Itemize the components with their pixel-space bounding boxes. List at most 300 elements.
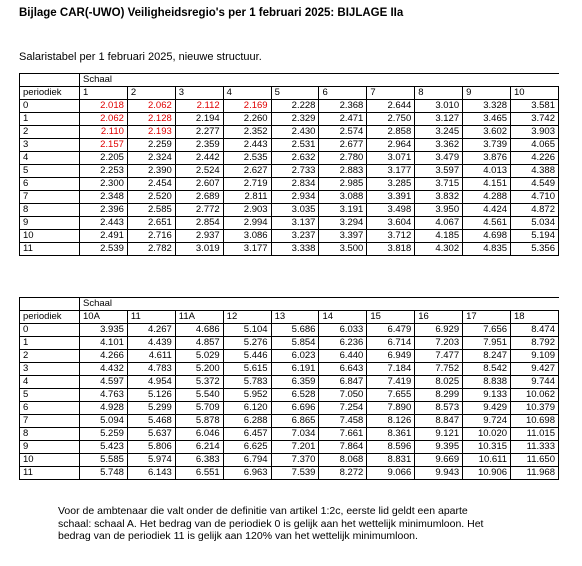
periodiek-cell: 11 [20, 467, 80, 480]
table-row [20, 126, 559, 139]
salary-cell: 3.935 [80, 324, 128, 337]
salary-cell: 2.112 [175, 100, 223, 113]
salary-cell: 6.214 [175, 441, 223, 454]
salary-cell: 2.169 [223, 100, 271, 113]
salary-cell: 5.748 [80, 467, 128, 480]
salary-cell: 3.602 [463, 126, 511, 139]
salary-cell: 3.465 [463, 113, 511, 126]
salary-cell: 4.432 [80, 363, 128, 376]
salary-cell: 8.025 [415, 376, 463, 389]
schaal-column-header: 4 [223, 87, 271, 100]
salary-cell: 2.854 [175, 217, 223, 230]
salary-cell: 5.854 [271, 337, 319, 350]
salary-cell: 2.772 [175, 204, 223, 217]
salary-cell: 3.177 [367, 165, 415, 178]
salary-cell: 3.739 [463, 139, 511, 152]
salary-cell: 3.177 [223, 243, 271, 256]
schaal-column-header: 7 [367, 87, 415, 100]
periodiek-cell: 5 [20, 389, 80, 402]
salary-cell: 3.581 [511, 100, 559, 113]
salary-cell: 5.423 [80, 441, 128, 454]
salary-cell: 9.943 [415, 467, 463, 480]
salary-cell: 6.120 [223, 402, 271, 415]
periodiek-cell: 2 [20, 126, 80, 139]
salary-cell: 2.782 [127, 243, 175, 256]
table-row [20, 428, 559, 441]
salary-cell: 5.034 [511, 217, 559, 230]
table-row [20, 376, 559, 389]
table-row [20, 324, 559, 337]
salary-cell: 5.637 [127, 428, 175, 441]
periodiek-cell: 1 [20, 113, 80, 126]
salary-cell: 6.023 [271, 350, 319, 363]
salary-cell: 2.689 [175, 191, 223, 204]
periodiek-cell: 9 [20, 217, 80, 230]
salary-cell: 3.010 [415, 100, 463, 113]
salary-cell: 8.542 [463, 363, 511, 376]
table-row [20, 230, 559, 243]
salary-cell: 6.479 [367, 324, 415, 337]
salary-cell: 2.396 [80, 204, 128, 217]
salary-cell: 2.524 [175, 165, 223, 178]
salary-cell: 2.632 [271, 152, 319, 165]
salary-cell: 7.370 [271, 454, 319, 467]
salary-cell: 2.994 [223, 217, 271, 230]
salary-cell: 2.128 [127, 113, 175, 126]
salary-cell: 11.333 [511, 441, 559, 454]
salary-cell: 3.479 [415, 152, 463, 165]
salary-cell: 7.458 [319, 415, 367, 428]
salary-cell: 5.276 [223, 337, 271, 350]
salary-cell: 3.604 [367, 217, 415, 230]
schaal-column-header: 17 [463, 311, 511, 324]
salary-cell: 3.328 [463, 100, 511, 113]
periodiek-cell: 5 [20, 165, 80, 178]
schaal-column-header: 10 [511, 87, 559, 100]
salary-cell: 2.750 [367, 113, 415, 126]
salary-cell: 4.424 [463, 204, 511, 217]
salary-cell: 6.143 [127, 467, 175, 480]
salary-cell: 7.477 [415, 350, 463, 363]
salary-cell: 7.661 [319, 428, 367, 441]
table-subtitle: Salaristabel per 1 februari 2025, nieuwe structuur. [19, 51, 262, 63]
salary-cell: 4.288 [463, 191, 511, 204]
salary-cell: 7.656 [463, 324, 511, 337]
salary-cell: 3.086 [223, 230, 271, 243]
salary-cell: 2.811 [223, 191, 271, 204]
salary-cell: 4.101 [80, 337, 128, 350]
salary-cell: 2.324 [127, 152, 175, 165]
salary-cell: 4.710 [511, 191, 559, 204]
salary-cell: 5.615 [223, 363, 271, 376]
salary-cell: 4.686 [175, 324, 223, 337]
salary-cell: 3.712 [367, 230, 415, 243]
salary-cell: 2.443 [80, 217, 128, 230]
salary-cell: 6.288 [223, 415, 271, 428]
footnote: Voor de ambtenaar die valt onder de definitie van artikel 1:2c, eerste lid geldt een aparte schaal: schaal A. Het bedrag van de periodiek 0 is gelijk aan het wettelijk minimumloon. Het bedrag van de periodiek 11 is gelijk aan 120% van het wettelijk minimumloon. [58, 505, 484, 542]
table-row [20, 113, 559, 126]
salary-cell: 8.838 [463, 376, 511, 389]
salary-cell: 2.716 [127, 230, 175, 243]
salary-cell: 6.643 [319, 363, 367, 376]
salary-cell: 6.046 [175, 428, 223, 441]
periodiek-cell: 7 [20, 191, 80, 204]
salary-cell: 11.968 [511, 467, 559, 480]
table-row [20, 165, 559, 178]
periodiek-cell: 1 [20, 337, 80, 350]
table-row [20, 243, 559, 256]
salary-cell: 6.949 [367, 350, 415, 363]
table-row [20, 363, 559, 376]
salary-cell: 8.792 [511, 337, 559, 350]
salary-cell: 5.974 [127, 454, 175, 467]
salary-cell: 3.903 [511, 126, 559, 139]
schaal-label: Schaal [80, 74, 559, 87]
table-row [20, 217, 559, 230]
salary-cell: 2.253 [80, 165, 128, 178]
salary-cell: 9.133 [463, 389, 511, 402]
schaal-column-header: 11A [175, 311, 223, 324]
salary-cell: 11.650 [511, 454, 559, 467]
schaal-column-header: 14 [319, 311, 367, 324]
salary-cell: 3.832 [415, 191, 463, 204]
periodiek-cell: 2 [20, 350, 80, 363]
salary-cell: 5.372 [175, 376, 223, 389]
salary-cell: 3.500 [319, 243, 367, 256]
salary-cell: 2.442 [175, 152, 223, 165]
salary-cell: 4.185 [415, 230, 463, 243]
table-row [20, 350, 559, 363]
salary-cell: 6.033 [319, 324, 367, 337]
schaal-column-header: 18 [511, 311, 559, 324]
salary-cell: 3.876 [463, 152, 511, 165]
salary-cell: 10.020 [463, 428, 511, 441]
salary-cell: 5.468 [127, 415, 175, 428]
table-row [20, 402, 559, 415]
salary-cell: 6.696 [271, 402, 319, 415]
salary-cell: 3.742 [511, 113, 559, 126]
salary-cell: 3.285 [367, 178, 415, 191]
salary-table-2 [19, 297, 559, 480]
salary-cell: 8.847 [415, 415, 463, 428]
periodiek-cell: 10 [20, 454, 80, 467]
salary-cell: 2.677 [319, 139, 367, 152]
salary-cell: 5.585 [80, 454, 128, 467]
schaal-label: Schaal [80, 298, 559, 311]
schaal-column-header: 12 [223, 311, 271, 324]
salary-cell: 3.397 [319, 230, 367, 243]
salary-cell: 6.551 [175, 467, 223, 480]
salary-cell: 6.794 [223, 454, 271, 467]
table-row [20, 441, 559, 454]
salary-cell: 3.498 [367, 204, 415, 217]
salary-cell: 7.951 [463, 337, 511, 350]
salary-cell: 9.429 [463, 402, 511, 415]
table-row [20, 454, 559, 467]
salary-cell: 3.019 [175, 243, 223, 256]
salary-cell: 2.259 [127, 139, 175, 152]
salary-cell: 10.379 [511, 402, 559, 415]
salary-cell: 7.419 [367, 376, 415, 389]
periodiek-cell: 0 [20, 324, 80, 337]
schaal-column-header: 16 [415, 311, 463, 324]
salary-cell: 5.259 [80, 428, 128, 441]
salary-cell: 8.831 [367, 454, 415, 467]
salary-cell: 6.929 [415, 324, 463, 337]
table-row [20, 337, 559, 350]
salary-cell: 8.299 [415, 389, 463, 402]
salary-cell: 2.607 [175, 178, 223, 191]
periodiek-cell: 7 [20, 415, 80, 428]
salary-cell: 2.348 [80, 191, 128, 204]
table-row [20, 139, 559, 152]
salary-cell: 2.228 [271, 100, 319, 113]
salary-cell: 2.194 [175, 113, 223, 126]
salary-cell: 3.362 [415, 139, 463, 152]
salary-cell: 2.443 [223, 139, 271, 152]
salary-cell: 6.714 [367, 337, 415, 350]
salary-cell: 2.937 [175, 230, 223, 243]
salary-cell: 6.440 [319, 350, 367, 363]
schaal-column-header: 1 [80, 87, 128, 100]
salary-cell: 5.952 [223, 389, 271, 402]
salary-cell: 5.540 [175, 389, 223, 402]
salary-cell: 4.928 [80, 402, 128, 415]
salary-table-1 [19, 73, 559, 256]
salary-cell: 6.528 [271, 389, 319, 402]
salary-cell: 5.200 [175, 363, 223, 376]
salary-cell: 2.062 [127, 100, 175, 113]
salary-cell: 5.194 [511, 230, 559, 243]
salary-cell: 2.644 [367, 100, 415, 113]
table-row [20, 204, 559, 217]
schaal-column-header: 6 [319, 87, 367, 100]
document-title: Bijlage CAR(-UWO) Veiligheidsregio's per 1 februari 2025: BIJLAGE IIa [19, 7, 404, 19]
salary-cell: 2.627 [223, 165, 271, 178]
salary-cell: 6.383 [175, 454, 223, 467]
salary-cell: 4.954 [127, 376, 175, 389]
salary-cell: 6.191 [271, 363, 319, 376]
column-header-row [20, 311, 559, 324]
salary-cell: 8.361 [367, 428, 415, 441]
salary-cell: 5.356 [511, 243, 559, 256]
salary-cell: 2.780 [319, 152, 367, 165]
salary-cell: 8.573 [415, 402, 463, 415]
salary-cell: 6.236 [319, 337, 367, 350]
periodiek-cell: 8 [20, 204, 80, 217]
salary-cell: 2.964 [367, 139, 415, 152]
salary-cell: 2.430 [271, 126, 319, 139]
corner-cell [20, 74, 80, 87]
table-row [20, 389, 559, 402]
salary-cell: 5.878 [175, 415, 223, 428]
table-row [20, 191, 559, 204]
salary-cell: 3.715 [415, 178, 463, 191]
periodiek-cell: 6 [20, 178, 80, 191]
salary-cell: 7.752 [415, 363, 463, 376]
schaal-header-row [20, 74, 559, 87]
salary-cell: 9.109 [511, 350, 559, 363]
periodiek-cell: 9 [20, 441, 80, 454]
salary-cell: 2.471 [319, 113, 367, 126]
salary-cell: 10.906 [463, 467, 511, 480]
salary-cell: 4.611 [127, 350, 175, 363]
salary-cell: 7.201 [271, 441, 319, 454]
salary-cell: 2.018 [80, 100, 128, 113]
schaal-column-header: 10A [80, 311, 128, 324]
salary-cell: 3.191 [319, 204, 367, 217]
salary-cell: 5.446 [223, 350, 271, 363]
salary-cell: 3.818 [367, 243, 415, 256]
table-row [20, 152, 559, 165]
salary-cell: 3.035 [271, 204, 319, 217]
table-row [20, 415, 559, 428]
salary-cell: 5.094 [80, 415, 128, 428]
periodiek-cell: 0 [20, 100, 80, 113]
salary-cell: 9.121 [415, 428, 463, 441]
salary-cell: 3.071 [367, 152, 415, 165]
table-row [20, 467, 559, 480]
salary-cell: 2.368 [319, 100, 367, 113]
salary-cell: 11.015 [511, 428, 559, 441]
salary-cell: 2.858 [367, 126, 415, 139]
table-row [20, 178, 559, 191]
periodiek-label: periodiek [20, 87, 80, 100]
salary-cell: 2.574 [319, 126, 367, 139]
salary-cell: 8.126 [367, 415, 415, 428]
salary-cell: 2.062 [80, 113, 128, 126]
salary-cell: 8.272 [319, 467, 367, 480]
periodiek-cell: 11 [20, 243, 80, 256]
salary-cell: 4.267 [127, 324, 175, 337]
salary-cell: 9.427 [511, 363, 559, 376]
periodiek-cell: 3 [20, 363, 80, 376]
salary-cell: 7.034 [271, 428, 319, 441]
schaal-column-header: 2 [127, 87, 175, 100]
schaal-column-header: 11 [127, 311, 175, 324]
salary-cell: 4.065 [511, 139, 559, 152]
salary-cell: 8.247 [463, 350, 511, 363]
salary-cell: 4.302 [415, 243, 463, 256]
salary-cell: 4.835 [463, 243, 511, 256]
salary-cell: 4.763 [80, 389, 128, 402]
salary-cell: 3.245 [415, 126, 463, 139]
salary-cell: 6.847 [319, 376, 367, 389]
salary-cell: 7.203 [415, 337, 463, 350]
salary-cell: 2.157 [80, 139, 128, 152]
salary-cell: 2.390 [127, 165, 175, 178]
salary-cell: 3.950 [415, 204, 463, 217]
salary-cell: 7.184 [367, 363, 415, 376]
salary-cell: 3.597 [415, 165, 463, 178]
salary-cell: 3.127 [415, 113, 463, 126]
salary-cell: 6.963 [223, 467, 271, 480]
salary-cell: 2.531 [271, 139, 319, 152]
salary-cell: 2.719 [223, 178, 271, 191]
salary-cell: 7.050 [319, 389, 367, 402]
salary-cell: 2.329 [271, 113, 319, 126]
schaal-column-header: 8 [415, 87, 463, 100]
schaal-column-header: 5 [271, 87, 319, 100]
salary-cell: 2.491 [80, 230, 128, 243]
salary-cell: 7.539 [271, 467, 319, 480]
salary-cell: 10.611 [463, 454, 511, 467]
salary-cell: 6.359 [271, 376, 319, 389]
salary-cell: 2.934 [271, 191, 319, 204]
salary-cell: 4.013 [463, 165, 511, 178]
periodiek-cell: 10 [20, 230, 80, 243]
salary-cell: 2.733 [271, 165, 319, 178]
salary-cell: 2.883 [319, 165, 367, 178]
salary-cell: 4.872 [511, 204, 559, 217]
table-row [20, 100, 559, 113]
salary-cell: 4.597 [80, 376, 128, 389]
periodiek-cell: 3 [20, 139, 80, 152]
salary-cell: 5.686 [271, 324, 319, 337]
salary-cell: 5.709 [175, 402, 223, 415]
schaal-column-header: 13 [271, 311, 319, 324]
salary-cell: 4.549 [511, 178, 559, 191]
salary-cell: 5.299 [127, 402, 175, 415]
salary-cell: 5.126 [127, 389, 175, 402]
schaal-column-header: 3 [175, 87, 223, 100]
salary-cell: 7.655 [367, 389, 415, 402]
salary-cell: 2.193 [127, 126, 175, 139]
schaal-column-header: 15 [367, 311, 415, 324]
salary-cell: 3.391 [367, 191, 415, 204]
salary-cell: 2.651 [127, 217, 175, 230]
salary-cell: 10.062 [511, 389, 559, 402]
salary-cell: 4.439 [127, 337, 175, 350]
salary-cell: 2.834 [271, 178, 319, 191]
salary-cell: 4.266 [80, 350, 128, 363]
salary-cell: 7.890 [367, 402, 415, 415]
salary-cell: 9.066 [367, 467, 415, 480]
corner-cell [20, 298, 80, 311]
schaal-header-row [20, 298, 559, 311]
salary-cell: 4.561 [463, 217, 511, 230]
salary-cell: 3.338 [271, 243, 319, 256]
salary-cell: 5.783 [223, 376, 271, 389]
salary-cell: 4.698 [463, 230, 511, 243]
salary-cell: 10.698 [511, 415, 559, 428]
periodiek-cell: 6 [20, 402, 80, 415]
salary-cell: 4.857 [175, 337, 223, 350]
salary-cell: 2.903 [223, 204, 271, 217]
salary-cell: 2.110 [80, 126, 128, 139]
periodiek-cell: 4 [20, 152, 80, 165]
salary-cell: 7.864 [319, 441, 367, 454]
periodiek-label: periodiek [20, 311, 80, 324]
salary-cell: 4.226 [511, 152, 559, 165]
column-header-row [20, 87, 559, 100]
salary-cell: 9.669 [415, 454, 463, 467]
schaal-column-header: 9 [463, 87, 511, 100]
salary-cell: 2.535 [223, 152, 271, 165]
salary-cell: 4.151 [463, 178, 511, 191]
salary-cell: 3.088 [319, 191, 367, 204]
salary-cell: 8.068 [319, 454, 367, 467]
salary-cell: 8.596 [367, 441, 415, 454]
salary-cell: 3.237 [271, 230, 319, 243]
salary-cell: 2.300 [80, 178, 128, 191]
salary-cell: 2.205 [80, 152, 128, 165]
salary-cell: 2.359 [175, 139, 223, 152]
periodiek-cell: 8 [20, 428, 80, 441]
periodiek-cell: 4 [20, 376, 80, 389]
salary-cell: 2.520 [127, 191, 175, 204]
salary-cell: 4.388 [511, 165, 559, 178]
